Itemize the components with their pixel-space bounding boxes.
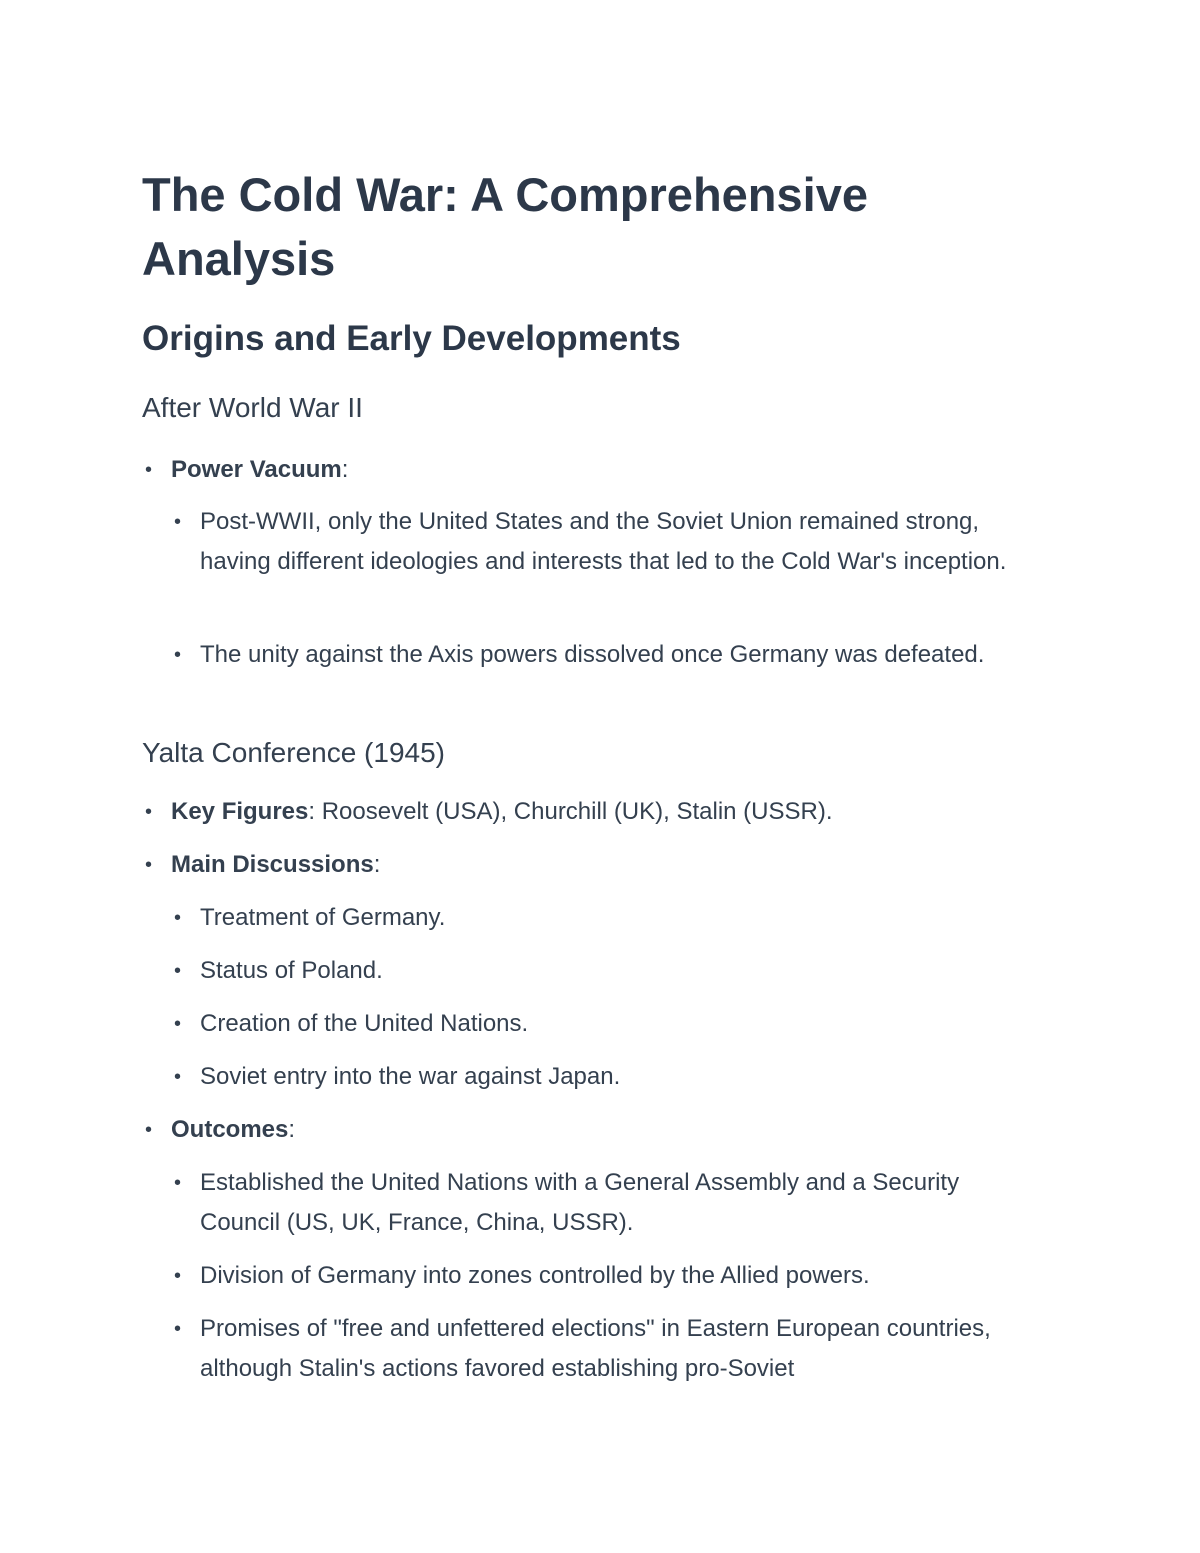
section-heading: Origins and Early Developments (142, 319, 681, 358)
main-discussions-label: Main Discussions (171, 851, 374, 878)
key-figures-label: Key Figures (171, 798, 309, 825)
list-item-outcome (174, 1163, 1040, 1243)
bullet: • (174, 907, 182, 929)
list-item-main-discussions (145, 845, 1031, 885)
bullet: • (174, 644, 182, 666)
list-item-discussion (174, 898, 1040, 938)
list-item-power-vacuum (145, 450, 1031, 490)
bullet: • (174, 960, 182, 982)
bullet: • (145, 801, 153, 823)
bullet: • (145, 459, 153, 481)
bullet: • (174, 1318, 182, 1340)
outcomes-label: Outcomes (171, 1116, 289, 1143)
list-item-discussion (174, 1057, 1040, 1097)
list-item-outcomes (145, 1110, 1031, 1150)
bullet: • (174, 1265, 182, 1287)
subheading-yalta: Yalta Conference (1945) (142, 737, 445, 768)
outcomes-colon: : (288, 1116, 296, 1143)
subheading-after-ww2: After World War II (142, 392, 363, 423)
bullet: • (174, 1066, 182, 1088)
list-item-text: Treatment of Germany. (200, 904, 446, 931)
bullet: • (174, 1013, 182, 1035)
list-item-text: The unity against the Axis powers dissolved once Germany was defeated. (200, 641, 985, 668)
bullet: • (174, 1172, 182, 1194)
list-item-text: Established the United Nations with a General Assembly and a Security Council (US, UK, France, China, USSR). (200, 1169, 960, 1236)
list-item-text: Creation of the United Nations. (200, 1010, 529, 1037)
list-item-text: Soviet entry into the war against Japan. (200, 1063, 621, 1090)
main-discussions-colon: : (373, 851, 381, 878)
list-item-post-ww2 (174, 502, 1040, 582)
power-vacuum-colon: : (341, 456, 349, 483)
list-item-discussion (174, 1004, 1040, 1044)
list-item-unity-dissolved (174, 635, 1040, 675)
bullet: • (145, 854, 153, 876)
list-item-text: Post-WWII, only the United States and the Soviet Union remained strong, having different ideologies and interests that led to the Cold War's inception. (200, 508, 1007, 575)
key-figures-text: : Roosevelt (USA), Churchill (UK), Stalin (USSR). (308, 798, 833, 825)
list-item-discussion (174, 951, 1040, 991)
bullet: • (174, 511, 182, 533)
power-vacuum-label: Power Vacuum (171, 456, 342, 483)
list-item-text: Status of Poland. (200, 957, 383, 984)
bullet: • (145, 1119, 153, 1141)
list-item-text: Promises of "free and unfettered elections" in Eastern European countries, although Stalin's actions favored establishing pro-Soviet (200, 1315, 991, 1382)
document-title: The Cold War: A Comprehensive Analysis (142, 168, 868, 285)
list-item-outcome (174, 1309, 1040, 1389)
list-item-outcome (174, 1256, 1040, 1296)
list-item-key-figures (145, 792, 1031, 832)
list-item-text: Division of Germany into zones controlled by the Allied powers. (200, 1262, 870, 1289)
